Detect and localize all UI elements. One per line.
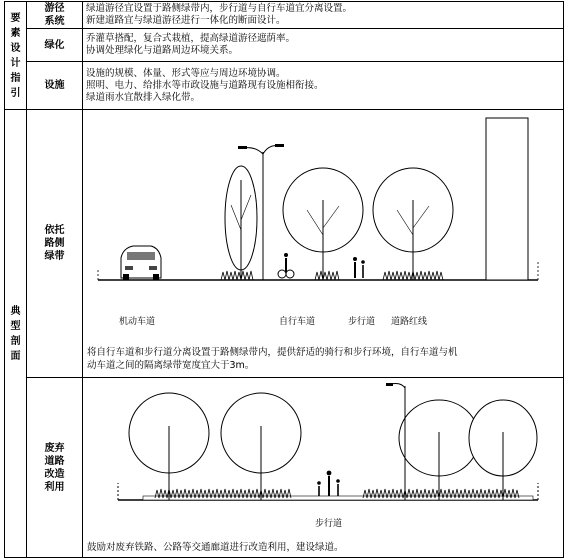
label-char: 要: [10, 12, 21, 24]
text-line: 新建道路宜与绿道游径进行一体化的断面设计。: [86, 15, 286, 26]
building-icon: [486, 118, 528, 280]
label-char: 指: [10, 72, 21, 84]
tree-icon: [399, 400, 479, 500]
title-line: 道路: [44, 455, 65, 467]
text-line: 绿道游径宜设置于路侧绿带内，步行道与自行车道宜分离设置。: [86, 3, 353, 14]
title-line: 利用: [44, 481, 65, 493]
title-line: 游径: [44, 3, 65, 14]
label-char: 引: [10, 87, 21, 99]
tree-icon: [373, 168, 453, 280]
caption-abandoned-road: [87, 541, 344, 554]
tree-icon: [129, 393, 209, 500]
tree-icon: [225, 166, 257, 280]
row-text-greening: [83, 29, 564, 62]
sections-label: [5, 110, 27, 558]
caption-roadside: [87, 346, 458, 372]
car-icon: [121, 246, 161, 280]
title-line: 路侧: [44, 238, 65, 249]
row-title-facilities: [27, 62, 83, 110]
title-line: 依托: [44, 225, 65, 236]
label-motor-lane: 机动车道: [119, 317, 156, 327]
label-bike-lane: 自行车道: [279, 317, 316, 327]
text-line: 乔灌草搭配，复合式栽植，提高绿道游径遮荫率。: [86, 33, 296, 44]
label-red-line: 道路红线: [391, 317, 428, 327]
roadside-section-drawing: [83, 110, 563, 350]
row-text-trail-system: [83, 2, 564, 29]
caption-line: 将自行车道和步行道分离设置于路侧绿带内，提供舒适的骑行和步行环境，自行车道与机: [87, 347, 458, 358]
label-char: 面: [10, 350, 21, 362]
tree-icon: [221, 393, 301, 500]
title-line: 绿化: [44, 39, 65, 51]
cyclist-icon: [278, 253, 294, 278]
shrub-icon: [221, 271, 443, 280]
caption-line: 鼓励对废弃铁路、公路等交通廊道进行改造利用，建设绿道。: [87, 542, 344, 553]
title-line: 系统: [44, 16, 65, 27]
title-line: 绿带: [44, 251, 65, 262]
abandoned-road-drawing: [83, 378, 563, 548]
section-title-roadside: [27, 110, 83, 378]
section-title-abandoned-road: [27, 378, 83, 558]
design-guide-table: [4, 1, 564, 558]
tree-icon: [469, 400, 537, 500]
pedestrian-icon: [317, 471, 340, 496]
section-figure-abandoned-road: [83, 378, 564, 558]
title-line: 改造: [44, 468, 65, 480]
label-char: 计: [10, 57, 21, 69]
row-title-trail-system: [27, 2, 83, 29]
guide-section-label: [5, 2, 27, 110]
text-line: 协调处理绿化与道路周边环境关系。: [86, 45, 239, 56]
pedestrian-icon: [353, 257, 365, 278]
label-char: 剖: [10, 335, 21, 347]
text-line: 绿道雨水宜散排入绿化带。: [86, 91, 201, 103]
label-char: 设: [10, 42, 21, 54]
title-line: 设施: [44, 80, 65, 91]
row-title-greening: [27, 29, 83, 62]
label-char: 型: [10, 320, 21, 332]
caption-line: 动车道之间的隔离绿带宽度宜大于3m。: [87, 360, 255, 371]
shrub-icon: [155, 489, 291, 498]
text-line: 设施的规模、体量、形式等应与周边环境协调。: [86, 67, 286, 79]
label-footpath: 步行道: [315, 519, 343, 529]
text-line: 照明、电力、给排水等市政设施与道路现有设施相衔接。: [86, 79, 324, 91]
label-char: 素: [10, 27, 21, 39]
label-footpath: 步行道: [348, 317, 376, 327]
section-figure-roadside: [83, 110, 564, 378]
label-char: 典: [10, 305, 21, 317]
title-line: 废弃: [44, 442, 65, 454]
tree-icon: [283, 168, 363, 280]
row-text-facilities: [83, 62, 564, 110]
